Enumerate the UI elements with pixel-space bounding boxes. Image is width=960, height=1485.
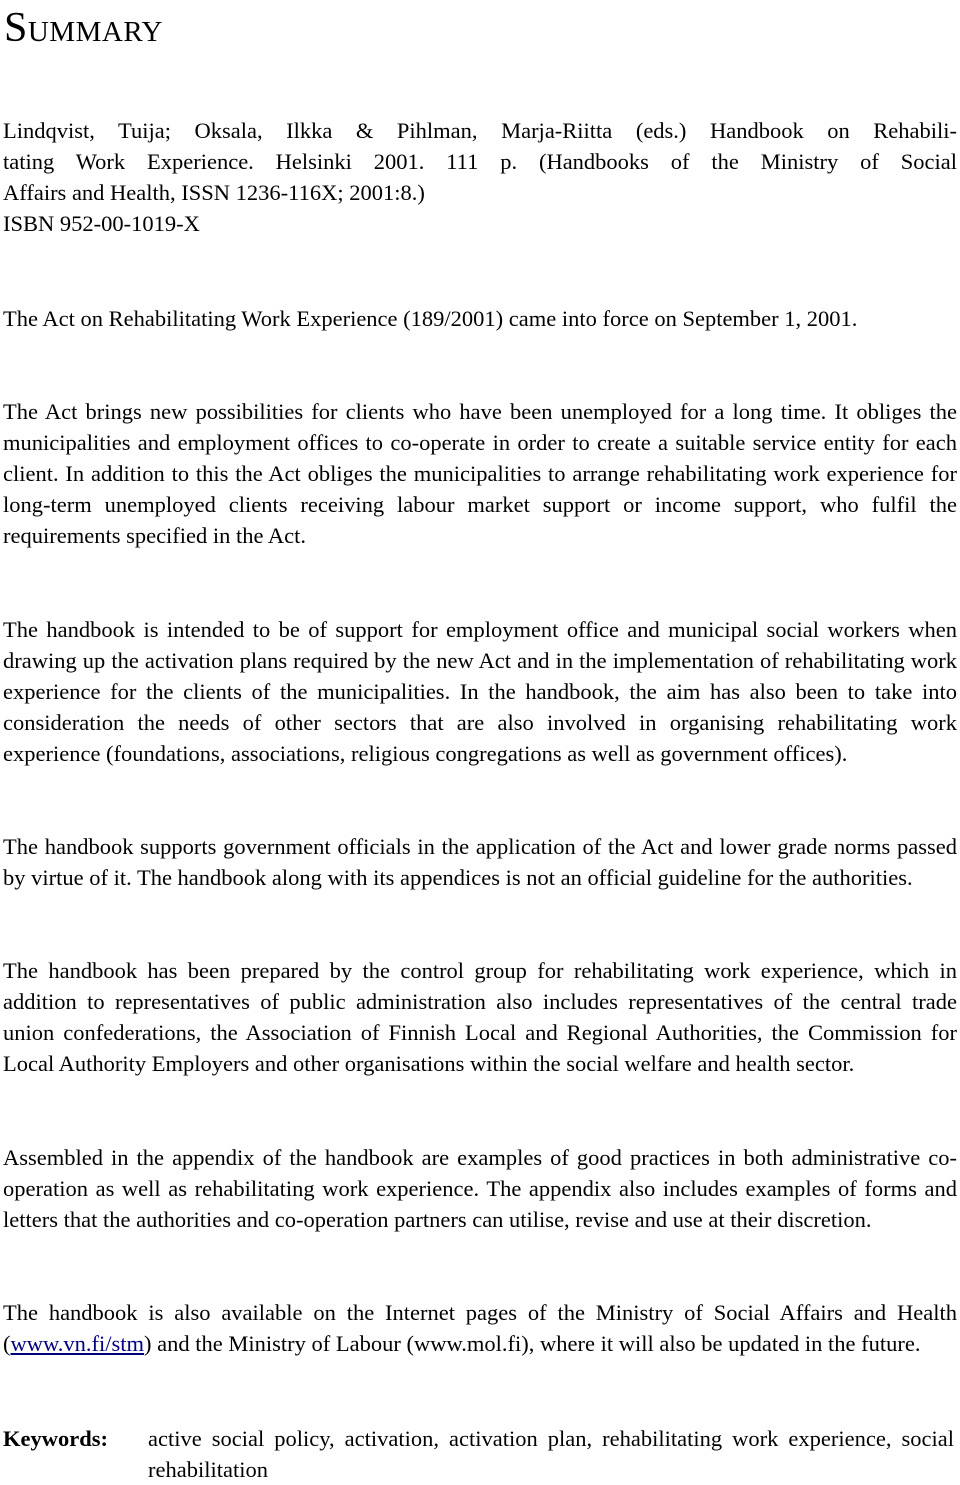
paragraph-control-group: The handbook has been prepared by the control group for rehabilitating work experience, which in addition to representatives of public administration also includes representatives of the central trade union confederations, the Association of Finnish Local and Regional Authorities, the Commission for Local Authority Employers and other organisations within the social welfare and health sector. — [3, 958, 957, 1076]
citation-block — [3, 115, 957, 239]
isbn-line: ISBN 952-00-1019-X — [3, 211, 200, 236]
keywords-list: active social policy, activation, activation plan, rehabilitating work experience, social rehabilitation — [148, 1426, 954, 1482]
keywords-label: Keywords: — [3, 1426, 108, 1451]
paragraph-appendix: Assembled in the appendix of the handbook are examples of good practices in both administrative co-operation as well as rehabilitating work experience. The appendix also includes examples of forms and letters that the authorities and co-operation partners can utilise, revise and use at their discretion. — [3, 1145, 957, 1232]
paragraph-act-in-force: The Act on Rehabilitating Work Experience (189/2001) came into force on September 1, 2001. — [3, 306, 858, 331]
internet-text-after: ) and the Ministry of Labour (www.mol.fi), where it will also be updated in the future. — [144, 1331, 921, 1356]
internet-text-before: The handbook is also available on the Internet pages of the Ministry of Social Affairs and Health ( — [3, 1300, 957, 1356]
paragraph-handbook-support: The handbook supports government officials in the application of the Act and lower grade norms passed by virtue of it. The handbook along with its appendices is not an official guideline for the authorities. — [3, 834, 957, 890]
citation-line: Affairs and Health, ISSN 1236-116X; 2001:8.) — [3, 180, 425, 205]
citation-line: tating Work Experience. Helsinki 2001. 111 p. (Handbooks of the Ministry of Social — [3, 149, 957, 174]
ministry-link[interactable]: www.vn.fi/stm — [10, 1331, 145, 1356]
paragraph-internet-availability — [3, 1297, 957, 1359]
page-title: Summary — [4, 5, 164, 51]
citation-line: Lindqvist, Tuija; Oksala, Ilkka & Pihlman, Marja-Riitta (eds.) Handbook on Rehabili- — [3, 118, 957, 143]
paragraph-act-possibilities: The Act brings new possibilities for clients who have been unemployed for a long time. It obliges the municipalities and employment offices to co-operate in order to create a suitable service entity for each client. In addition to this the Act obliges the municipalities to arrange rehabilitating work experience for long-term unemployed clients receiving labour market support or income support, who fulfil the requirements specified in the Act. — [3, 399, 957, 548]
paragraph-handbook-purpose: The handbook is intended to be of support for employment office and municipal social workers when drawing up the activation plans required by the new Act and in the implementation of rehabilitating work experience for the clients of the municipalities. In the handbook, the aim has also been to take into consideration the needs of other sectors that are also involved in organising rehabilitating work experience (foundations, associations, religious congregations as well as government offices). — [3, 617, 957, 766]
